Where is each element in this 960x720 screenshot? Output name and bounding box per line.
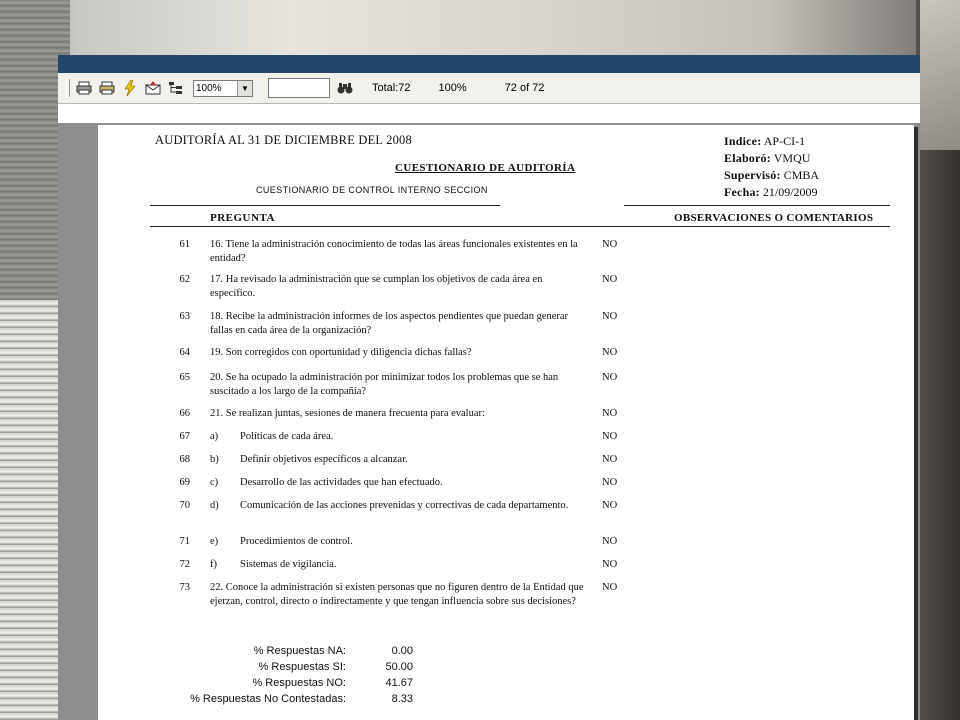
row-sub-letter: b) [210, 454, 219, 465]
row-answer: NO [602, 559, 618, 570]
background-building-left-lower [0, 300, 60, 720]
row-question: 17. Ha revisado la administración que se cumplan los objetivos de cada área en específico. [210, 274, 543, 299]
row-question: 19. Son corregidos con oportunidad y diligencia dichas fallas? [210, 347, 472, 358]
meta-superviso: Supervisó: CMBA [724, 168, 820, 182]
page-indicator: 72 of 72 [504, 82, 545, 94]
row-sub-letter: e) [210, 536, 219, 547]
row-sub-letter: f) [210, 559, 217, 570]
toolbar-grip[interactable] [66, 79, 70, 97]
viewer-toolbar [58, 73, 920, 104]
row-question-text: Comunicación de las acciones prevenidas y correctivas de cada departamento. [240, 500, 569, 511]
row-question [210, 430, 590, 444]
group-tree-icon[interactable] [167, 79, 185, 97]
row-question: 20. Se ha ocupado la administración por minimizar todos los problemas que se han suscitado a los largo de la compañía? [210, 372, 559, 397]
row-question [210, 535, 590, 549]
row-number: 70 [179, 500, 190, 511]
meta-fecha: Fecha: 21/09/2009 [724, 185, 818, 199]
row-question [210, 499, 590, 513]
row-number: 71 [179, 536, 190, 547]
row-answer: NO [602, 477, 618, 488]
meta-indice: Indice: AP-CI-1 [724, 134, 806, 148]
row-question: 16. Tiene la administración conocimiento de todas las áreas funcionales existentes en la entidad? [210, 239, 578, 264]
row-number: 66 [179, 408, 190, 419]
row-number: 72 [179, 559, 190, 570]
row-question-text: Definir objetivos específicos a alcanzar. [240, 454, 408, 465]
report-meta [724, 133, 819, 201]
row-question [210, 476, 590, 490]
mail-icon[interactable] [144, 79, 162, 97]
row-sub-letter: c) [210, 477, 219, 488]
row-number: 61 [179, 239, 190, 250]
export-icon[interactable] [121, 79, 139, 97]
row-answer: NO [602, 347, 618, 358]
row-answer: NO [602, 408, 618, 419]
stat-no-contestadas: % Respuestas No Contestadas: 8.33 [190, 693, 413, 705]
row-answer: NO [602, 311, 618, 322]
row-number: 63 [179, 311, 190, 322]
search-input[interactable] [268, 78, 330, 98]
row-question [210, 453, 590, 467]
row-question-text: Sistemas de vigilancia. [240, 559, 337, 570]
report-section: CUESTIONARIO DE CONTROL INTERNO SECCION [256, 185, 488, 195]
row-sub-letter: d) [210, 500, 219, 511]
column-header-observaciones: OBSERVACIONES O COMENTARIOS [674, 212, 874, 224]
row-answer: NO [602, 500, 618, 511]
row-number: 68 [179, 454, 190, 465]
meta-elaboro: Elaboró: VMQU [724, 151, 811, 165]
zoom-value: 100% [196, 82, 222, 94]
divider [624, 205, 890, 206]
row-answer: NO [602, 582, 618, 593]
row-question: 22. Conoce la administración si existen personas que no figuren dentro de la Entidad que ejerzan, control, directo o indirectamente y que tengan influencia sobre sus decisiones? [210, 582, 584, 607]
response-stats [168, 643, 418, 707]
row-answer: NO [602, 536, 618, 547]
column-header-pregunta: PREGUNTA [210, 212, 275, 224]
row-question: 18. Recibe la administración informes de los aspectos pendientes que puedan generar fallas en cada área de la organización? [210, 311, 569, 336]
chevron-down-icon[interactable]: ▼ [237, 81, 252, 96]
row-question-text: Desarrollo de las actividades que han efectuado. [240, 477, 443, 488]
row-answer: NO [602, 239, 618, 250]
row-number: 64 [179, 347, 190, 358]
row-question-text: Procedimientos de control. [240, 536, 353, 547]
report-page [98, 125, 914, 720]
report-subtitle: CUESTIONARIO DE AUDITORÍA [395, 162, 576, 174]
window-titlebar [58, 55, 920, 73]
print-icon[interactable] [75, 79, 93, 97]
row-question-text: Políticas de cada área. [240, 431, 334, 442]
zoom-select[interactable] [193, 80, 253, 97]
stat-na: % Respuestas NA: 0.00 [253, 645, 413, 657]
total-records-label: Total:72 [372, 82, 411, 94]
print-setup-icon[interactable] [98, 79, 116, 97]
report-viewer-window [58, 55, 920, 720]
toolbar-spacer [58, 104, 920, 124]
row-number: 62 [179, 274, 190, 285]
report-title: AUDITORÍA AL 31 DE DICIEMBRE DEL 2008 [155, 133, 412, 147]
row-answer: NO [602, 274, 618, 285]
stat-si: % Respuestas SI: 50.00 [258, 661, 413, 673]
row-answer: NO [602, 372, 618, 383]
percent-label: 100% [438, 82, 467, 94]
find-icon[interactable] [336, 79, 354, 97]
stat-no: % Respuestas NO: 41.67 [252, 677, 413, 689]
row-number: 69 [179, 477, 190, 488]
row-number: 65 [179, 372, 190, 383]
row-sub-letter: a) [210, 431, 219, 442]
row-number: 73 [179, 582, 190, 593]
divider [150, 205, 500, 206]
row-answer: NO [602, 431, 618, 442]
row-answer: NO [602, 454, 618, 465]
row-question [210, 558, 590, 572]
row-question: 21. Se realizan juntas, sesiones de manera frecuenta para evaluar: [210, 408, 485, 419]
divider [150, 226, 890, 227]
background-building-right-top [920, 0, 960, 150]
row-number: 67 [179, 431, 190, 442]
report-preview-area[interactable] [58, 123, 920, 720]
